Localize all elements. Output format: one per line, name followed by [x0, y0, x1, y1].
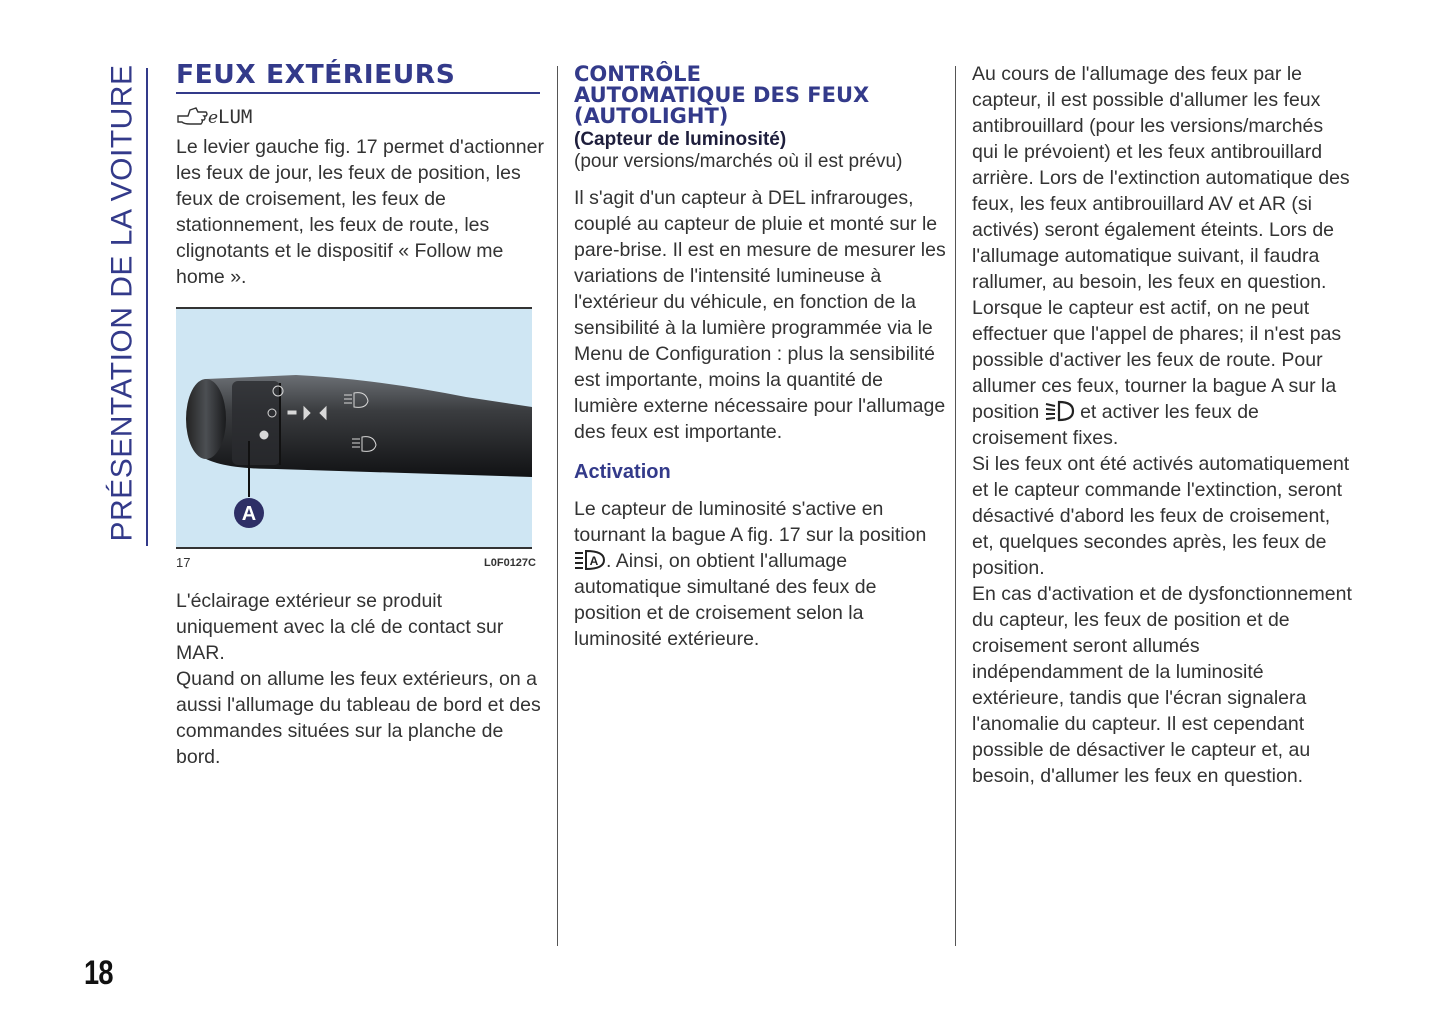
heading-underline	[176, 92, 540, 94]
sidebar-title	[102, 60, 142, 546]
column-2	[574, 64, 946, 652]
activation-text-after: . Ainsi, on obtient l'allumage automatique simultané des feux de position et de croisement selon la luminosité extérieure.	[574, 550, 877, 650]
auto-light-icon	[574, 550, 606, 570]
column-divider-2	[955, 66, 956, 946]
heading-autolight: (AUTOLIGHT)	[574, 104, 729, 128]
section-activation: Activation	[574, 461, 671, 483]
column-1	[176, 60, 544, 770]
low-beam-icon	[1045, 401, 1075, 421]
paragraph-antibrouillard: Au cours de l'allumage des feux par le capteur, il est possible d'allumer les feux antibrouillard (pour les versions/marchés qui le prévoient) et les feux antibrouillard arrière. Lors de l'extinction automatique des feux, les feux antibrouillard AV et AR (si activés) seront également éteints. Lors de l'allumage automatique suivant, il faudra rallumer, au besoin, les feux en question.	[972, 63, 1350, 293]
paragraph-activation	[574, 496, 946, 652]
sidebar-title-text: PRÉSENTATION DE LA VOITURE	[105, 64, 139, 542]
capteur-actif-text-before: Lorsque le capteur est actif, on ne peut effectuer que l'appel de phares; il n'est pas possible d'activer les feux de route. Pour allumer ces feux, tourner la bague A sur la position	[972, 297, 1342, 423]
figure-code: L0F0127C	[484, 557, 536, 569]
sidebar-rule	[146, 68, 148, 546]
figure-17	[176, 307, 538, 570]
callout-a: A	[241, 503, 257, 525]
column-divider-1	[557, 66, 558, 946]
paragraph-capteur-actif	[972, 295, 1352, 451]
note-versions: (pour versions/marchés où il est prévu)	[574, 151, 903, 172]
svg-text:e: e	[208, 108, 219, 128]
paragraph-dysfonctionnement: En cas d'activation et de dysfonctionnement du capteur, les feux de position et de croisement seront allumés indépendamment de la luminosité extérieure, tandis que l'écran signalera l'anomalie du capteur. Il est cependant possible de désactiver le capteur et, au besoin, d'allumer les feux en question.	[972, 583, 1352, 787]
heading-controle: CONTRÔLE	[574, 62, 701, 86]
paragraph-allumage: Quand on allume les feux extérieurs, on a aussi l'allumage du tableau de bord et des commandes situées sur la planche de bord.	[176, 668, 541, 768]
paragraph-eclairage: L'éclairage extérieur se produit uniquement avec la clé de contact sur MAR.	[176, 590, 504, 664]
svg-text:LUM: LUM	[218, 106, 253, 128]
subheading-capteur: (Capteur de luminosité)	[574, 129, 787, 150]
svg-text:A: A	[589, 554, 599, 568]
paragraph-capteur: Il s'agit d'un capteur à DEL infrarouges, couplé au capteur de pluie et monté sur le pare-brise. Il est en mesure de mesurer les variations de l'intensité lumineuse à l'extérieur du véhicule, en fonction de la sensibilité à la lumière programmée via le Menu de Configuration : plus la sensibilité est importante, moins la quantité de lumière externe nécessaire pour l'allumage des feux est importante.	[574, 187, 946, 443]
figure-frame	[176, 307, 532, 549]
elum-hand-icon	[176, 102, 253, 128]
section-heading-feux-exterieurs: FEUX EXTÉRIEURS	[176, 60, 456, 90]
paragraph-extinction: Si les feux ont été activés automatiquement et le capteur commande l'extinction, seront désactivé d'abord les feux de croisement, et, quelques secondes après, les feux de position.	[972, 453, 1350, 579]
capteur-actif-text-after: et activer les feux de croisement fixes.	[972, 401, 1259, 449]
stalk-illustration	[176, 309, 532, 547]
intro-paragraph: Le levier gauche fig. 17 permet d'actionner les feux de jour, les feux de position, les feux de croisement, les feux de stationnement, les feux de route, les clignotants et le dispositif « Follow me home ».	[176, 136, 544, 288]
heading-automatique: AUTOMATIQUE DES FEUX	[574, 83, 870, 107]
page-number: 18	[84, 954, 113, 992]
column-3	[972, 61, 1352, 789]
figure-caption	[176, 555, 536, 570]
activation-text-before: Le capteur de luminosité s'active en tournant la bague A fig. 17 sur la position	[574, 498, 927, 546]
figure-number: 17	[176, 555, 191, 570]
